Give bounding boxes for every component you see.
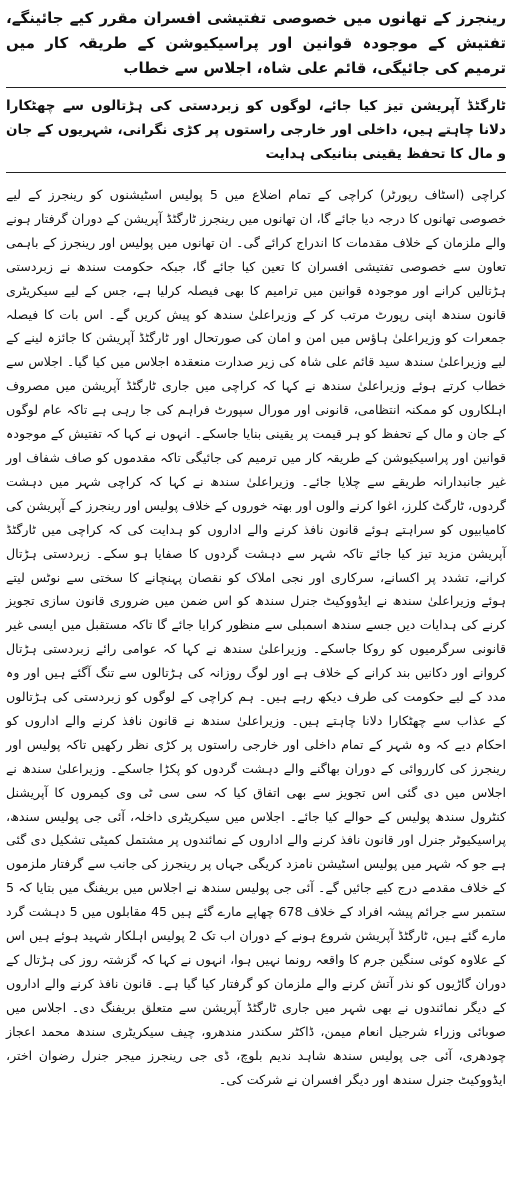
article-headline: رینجرز کے تھانوں میں خصوصی تفتیشی افسران مقرر کیے جائینگے، تفتیش کے موجودہ قوانین اور پراسیکیوشن کے طریقہ کار میں ترمیم کی جائیگی، قائم علی شاہ، اجلاس سے خطاب (6, 9, 506, 77)
headline-divider (6, 87, 506, 88)
article-body: کراچی (اسٹاف رپورٹر) کراچی کے تمام اضلاع میں 5 پولیس اسٹیشنوں کو رینجرز کے لیے خصوصی تھانوں کا درجہ دیا جائے گا، ان تھانوں میں رینجرز ٹارگٹڈ آپریشن کے دوران گرفتار ہونے والے ملزمان کے خلاف مقدمات کا اندراج کرائے گی۔ ان تھانوں میں پولیس اور رینجرز کے باہمی تعاون سے خصوصی تفتیشی افسران کا تعین کیا جائے گا، جبکہ حکومت سندھ نے زبردستی ہڑتالیں کرانے اور موجودہ قوانین میں ترامیم کا بھی فیصلہ کرلیا ہے، جس کے لیے سیکریٹری قانون سندھ اپنی رپورٹ مرتب کر کے وزیراعلیٰ سندھ کو پیش کریں گے۔ اس بات کا فیصلہ جمعرات کو وزیراعلیٰ ہاؤس میں امن و امان کی صورتحال اور ٹارگٹڈ آپریشن کا جائزہ لینے کے لیے وزیراعلیٰ سندھ سید قائم علی شاہ کی زیر صدارت منعقدہ اجلاس میں کیا گیا۔ اجلاس سے خطاب کرتے ہوئے وزیراعلیٰ سندھ نے کہا کہ کراچی میں جاری ٹارگٹڈ آپریشن میں مصروف اہلکاروں کو ممکنہ انتظامی، قانونی اور مورال سپورٹ فراہم کی جا رہی ہے تاکہ عام لوگوں کے جان و مال کے تحفظ کو ہر قیمت پر یقینی بنایا جاسکے۔ انہوں نے کہا کہ تفتیش کے موجودہ قوانین اور پراسیکیوشن کے طریقہ کار میں ترمیم کی جائیگی تاکہ مقدموں کو صاف شفاف اور غیر جانبدارانہ طریقے سے چلایا جائے۔ وزیراعلیٰ سندھ نے کہا کہ کراچی شہر میں دہشت گردوں، ٹارگٹ کلرز، اغوا کرنے والوں اور بھتہ خوروں کے خلاف پولیس اور رینجرز کے آپریشن کی کامیابیوں کو سراہتے ہوئے قانون نافذ کرنے والے اداروں کو ہدایت کی کہ کراچی میں ٹارگٹڈ آپریشن مزید تیز کیا جائے تاکہ شہر سے دہشت گردوں کا صفایا ہو سکے۔ زبردستی ہڑتال کرانے، تشدد پر اکسانے، سرکاری اور نجی املاک کو نقصان پہنچانے کا سختی سے نوٹس لیتے ہوئے وزیراعلیٰ سندھ نے ایڈووکیٹ جنرل سندھ کو اس ضمن میں ضروری قانون سازی تجویز کرنے کی ہدایات دیں جسے سندھ اسمبلی سے منظور کرایا جائے گا تاکہ مستقبل میں ایسی غیر قانونی سرگرمیوں کو روکا جاسکے۔ وزیراعلیٰ سندھ نے کہا کہ عوامی رائے زبردستی ہڑتال کروانے اور دکانیں بند کرانے کے خلاف ہے اور لوگ روزانہ کی ہڑتالوں سے تنگ آگئے ہیں اور وہ مدد کے لیے حکومت کی طرف دیکھ رہے ہیں۔ ہم کراچی کے لوگوں کو زبردستی کی ہڑتالوں کے عذاب سے چھٹکارا دلانا چاہتے ہیں۔ وزیراعلیٰ سندھ نے قانون نافذ کرنے والے اداروں کو احکام دیے کہ وہ شہر کے تمام داخلی اور خارجی راستوں پر کڑی نظر رکھیں تاکہ پولیس اور رینجرز کی کارروائی کے دوران بھاگنے والے دہشت گردوں کو پکڑا جاسکے۔ وزیراعلیٰ سندھ نے اجلاس میں دی گئی اس تجویز سے بھی اتفاق کیا کہ سی سی ٹی وی کیمروں کا آپریشنل کنٹرول سندھ پولیس کے حوالے کیا جائے۔ اجلاس میں سیکریٹری داخلہ، آئی جی پولیس سندھ، پراسیکیوٹر جنرل اور قانون نافذ کرنے والے اداروں کے نمائندوں پر مشتمل کمیٹی تشکیل دی گئی ہے جو کہ شہر میں پولیس اسٹیشن نامزد کریگی جہاں پر رینجرز کی جانب سے گرفتار ملزموں کے خلاف مقدمے درج کیے جائیں گے۔ آئی جی پولیس سندھ نے اجلاس میں بریفنگ میں بتایا کہ 5 ستمبر سے جرائم پیشہ افراد کے خلاف 678 چھاپے مارے گئے ہیں 45 مقابلوں میں 5 دہشت گرد مارے گئے ہیں، ٹارگٹڈ آپریشن شروع ہونے کے دوران اب تک 2 پولیس اہلکار شہید ہوئے ہیں اس کے علاوہ کوئی سنگین جرم کا واقعہ رونما نہیں ہوا، انہوں نے کہا کہ گزشتہ روز کی ہڑتال کے دوران گاڑیوں کو نذر آتش کرنے والے ملزمان کو گرفتار کیا گیا ہے۔ قانون نافذ کرنے والے اداروں کے دیگر نمائندوں نے بھی شہر میں جاری ٹارگٹڈ آپریشن سے متعلق بریفنگ دی۔ اجلاس میں صوبائی وزراء شرجیل انعام میمن، ڈاکٹر سکندر مندھرو، چیف سیکریٹری سندھ محمد اعجاز چودھری، آئی جی پولیس سندھ شاہد ندیم بلوچ، ڈی جی رینجرز میجر جنرل رضوان اختر، ایڈووکیٹ جنرل سندھ اور دیگر افسران نے شرکت کی۔ (6, 187, 507, 1087)
article-subhead: ٹارگٹڈ آپریشن تیز کیا جائے، لوگوں کو زبردستی کی ہڑتالوں سے چھٹکارا دلانا چاہتے ہیں، داخلی اور خارجی راستوں پر کڑی نگرانی، شہریوں کے جان و مال کا تحفظ یقینی بنانیکی ہدایت (6, 98, 506, 162)
subhead-divider (6, 172, 506, 173)
